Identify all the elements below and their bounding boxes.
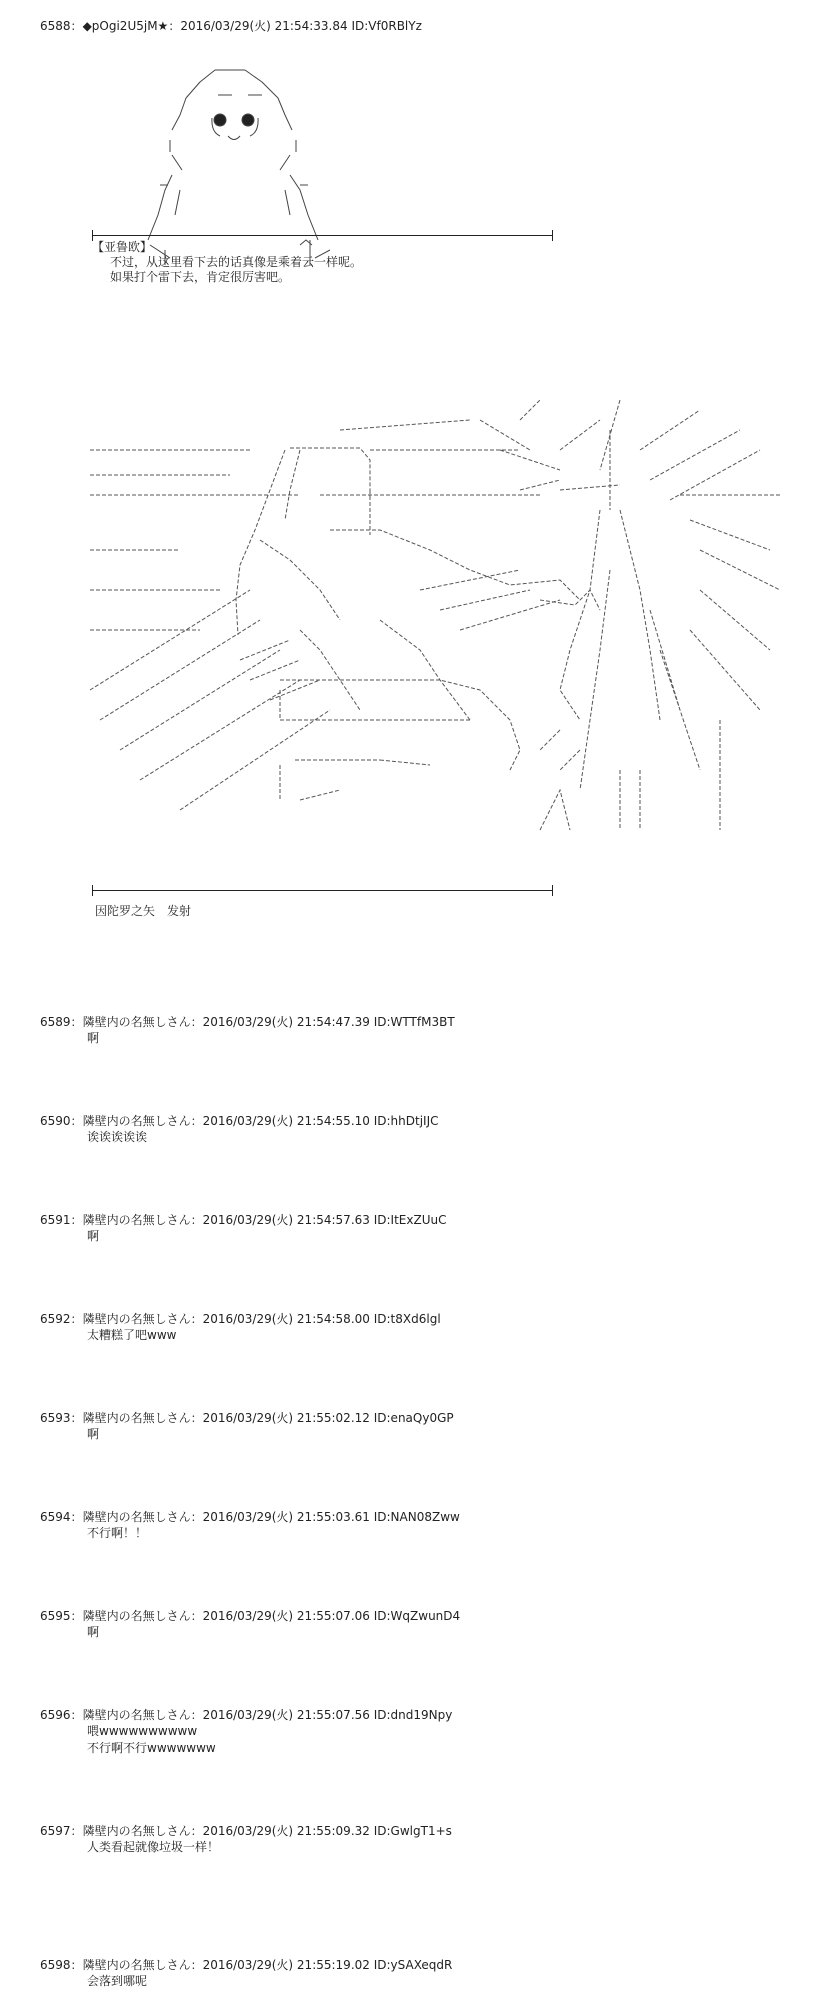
post-6591 (40, 1212, 800, 1245)
post-line: 诶诶诶诶诶 (87, 1130, 148, 1144)
post-6594 (40, 1509, 800, 1542)
poster-name: 隣壁内の名無しさん (82, 1708, 191, 1722)
post-header (40, 1014, 800, 1030)
post-line: 啊 (87, 1031, 100, 1045)
post-number: 6588 (40, 19, 71, 33)
ascii-art-character (0, 40, 820, 340)
poster-id: ID:enaQy0GP (373, 1411, 454, 1425)
poster-name: 隣壁内の名無しさん (82, 1312, 191, 1326)
post-body (87, 1129, 800, 1146)
speaker-label: 【亚鲁欧】 (92, 240, 153, 254)
poster-id: ID:WTTfM3BT (373, 1015, 455, 1029)
poster-name: 隣壁内の名無しさん (82, 1609, 191, 1623)
post-datetime: ：2016/03/29(火) 21:55:07.56 (190, 1708, 370, 1722)
poster-name: 隣壁内の名無しさん (82, 1213, 191, 1227)
post-6590 (40, 1113, 800, 1146)
post-header (40, 1410, 800, 1426)
post-datetime: ：2016/03/29(火) 21:54:57.63 (190, 1213, 370, 1227)
post-header (40, 1212, 800, 1228)
ascii-art-lightning-scene (0, 390, 820, 870)
poster-id: ID:ySAXeqdR (373, 1958, 453, 1972)
post-6596 (40, 1707, 800, 1757)
post-line: 太糟糕了吧www (87, 1328, 177, 1342)
post-header (40, 1509, 800, 1525)
post-body (87, 1228, 800, 1245)
dialogue-line: 不过，从这里看下去的话真像是乘着云一样呢。 (110, 255, 363, 269)
divider-right-cap (552, 230, 553, 241)
post-6597 (40, 1823, 800, 1856)
post-line: 啊 (87, 1229, 100, 1243)
post-number: 6598 (40, 1958, 71, 1972)
poster-name: 隣壁内の名無しさん (82, 1510, 191, 1524)
poster-name: 隣壁内の名無しさん (82, 1411, 191, 1425)
poster-name: ◆pOgi2U5jM★ (82, 19, 169, 33)
post-6595 (40, 1608, 800, 1641)
post-number: 6591 (40, 1213, 71, 1227)
divider-top (92, 235, 552, 236)
separator: ： (70, 1958, 83, 1972)
post-body (87, 1839, 800, 1856)
post-datetime: ：2016/03/29(火) 21:54:55.10 (190, 1114, 370, 1128)
separator: ： (70, 1708, 83, 1722)
separator: ： (70, 1114, 83, 1128)
post-number: 6593 (40, 1411, 71, 1425)
post-datetime: ：2016/03/29(火) 21:55:07.06 (190, 1609, 370, 1623)
post-line: 啊 (87, 1625, 100, 1639)
post-line: 不行啊！！ (87, 1526, 148, 1540)
divider-bottom (92, 890, 552, 891)
post-line: 喂wwwwwwwwww (87, 1724, 198, 1738)
post-datetime: ：2016/03/29(火) 21:55:09.32 (190, 1824, 370, 1838)
post-datetime: ：2016/03/29(火) 21:54:58.00 (190, 1312, 370, 1326)
scene-caption: 因陀罗之矢 发射 (95, 904, 192, 918)
post-6588 (40, 18, 800, 34)
separator: ： (70, 1411, 83, 1425)
post-body (87, 1426, 800, 1443)
post-header (40, 1311, 800, 1327)
post-number: 6590 (40, 1114, 71, 1128)
post-line: 不行啊不行wwwwwww (87, 1741, 216, 1755)
post-6598 (40, 1957, 800, 1990)
poster-name: 隣壁内の名無しさん (82, 1015, 191, 1029)
poster-id: ID:Vf0RBlYz (351, 19, 422, 33)
post-number: 6589 (40, 1015, 71, 1029)
separator: ： (70, 1015, 83, 1029)
poster-id: ID:dnd19Npy (373, 1708, 453, 1722)
poster-id: ID:t8Xd6lgl (373, 1312, 441, 1326)
post-line: 啊 (87, 1427, 100, 1441)
post-number: 6596 (40, 1708, 71, 1722)
post-line: 会落到哪呢 (87, 1974, 148, 1988)
post-datetime: ：2016/03/29(火) 21:55:02.12 (190, 1411, 370, 1425)
post-body (87, 1624, 800, 1641)
poster-id: ID:hhDtjIJC (373, 1114, 439, 1128)
separator: ： (70, 1213, 83, 1227)
post-datetime: ：2016/03/29(火) 21:55:19.02 (190, 1958, 370, 1972)
post-body (87, 1327, 800, 1344)
dialogue-line: 如果打个雷下去，肯定很厉害吧。 (110, 270, 291, 284)
post-header (40, 1707, 800, 1723)
poster-id: ID:ItExZUuC (373, 1213, 447, 1227)
post-body (87, 1525, 800, 1542)
poster-name: 隣壁内の名無しさん (82, 1114, 191, 1128)
post-header (40, 1957, 800, 1973)
post-header (40, 18, 800, 34)
post-line: 人类看起就像垃圾一样！ (87, 1840, 220, 1854)
post-body (87, 1723, 800, 1757)
post-body (87, 1030, 800, 1047)
post-6589 (40, 1014, 800, 1047)
separator: ： (70, 1510, 83, 1524)
separator: ： (70, 1824, 83, 1838)
poster-name: 隣壁内の名無しさん (82, 1958, 191, 1972)
post-header (40, 1823, 800, 1839)
post-number: 6594 (40, 1510, 71, 1524)
post-number: 6597 (40, 1824, 71, 1838)
post-number: 6595 (40, 1609, 71, 1623)
post-number: 6592 (40, 1312, 71, 1326)
post-6593 (40, 1410, 800, 1443)
poster-id: ID:WqZwunD4 (373, 1609, 461, 1623)
poster-id: ID:GwlgT1+s (373, 1824, 452, 1838)
divider-left-cap (92, 885, 93, 896)
post-datetime: ：2016/03/29(火) 21:54:47.39 (190, 1015, 370, 1029)
separator: ： (70, 1609, 83, 1623)
poster-name: 隣壁内の名無しさん (82, 1824, 191, 1838)
post-body (87, 1973, 800, 1990)
poster-id: ID:NAN08Zww (373, 1510, 460, 1524)
post-datetime: ：2016/03/29(火) 21:54:33.84 (168, 19, 348, 33)
post-header (40, 1608, 800, 1624)
post-datetime: ：2016/03/29(火) 21:55:03.61 (190, 1510, 370, 1524)
dialogue-block (92, 240, 362, 285)
post-6592 (40, 1311, 800, 1344)
separator: ： (70, 19, 83, 33)
post-header (40, 1113, 800, 1129)
divider-right-cap (552, 885, 553, 896)
separator: ： (70, 1312, 83, 1326)
